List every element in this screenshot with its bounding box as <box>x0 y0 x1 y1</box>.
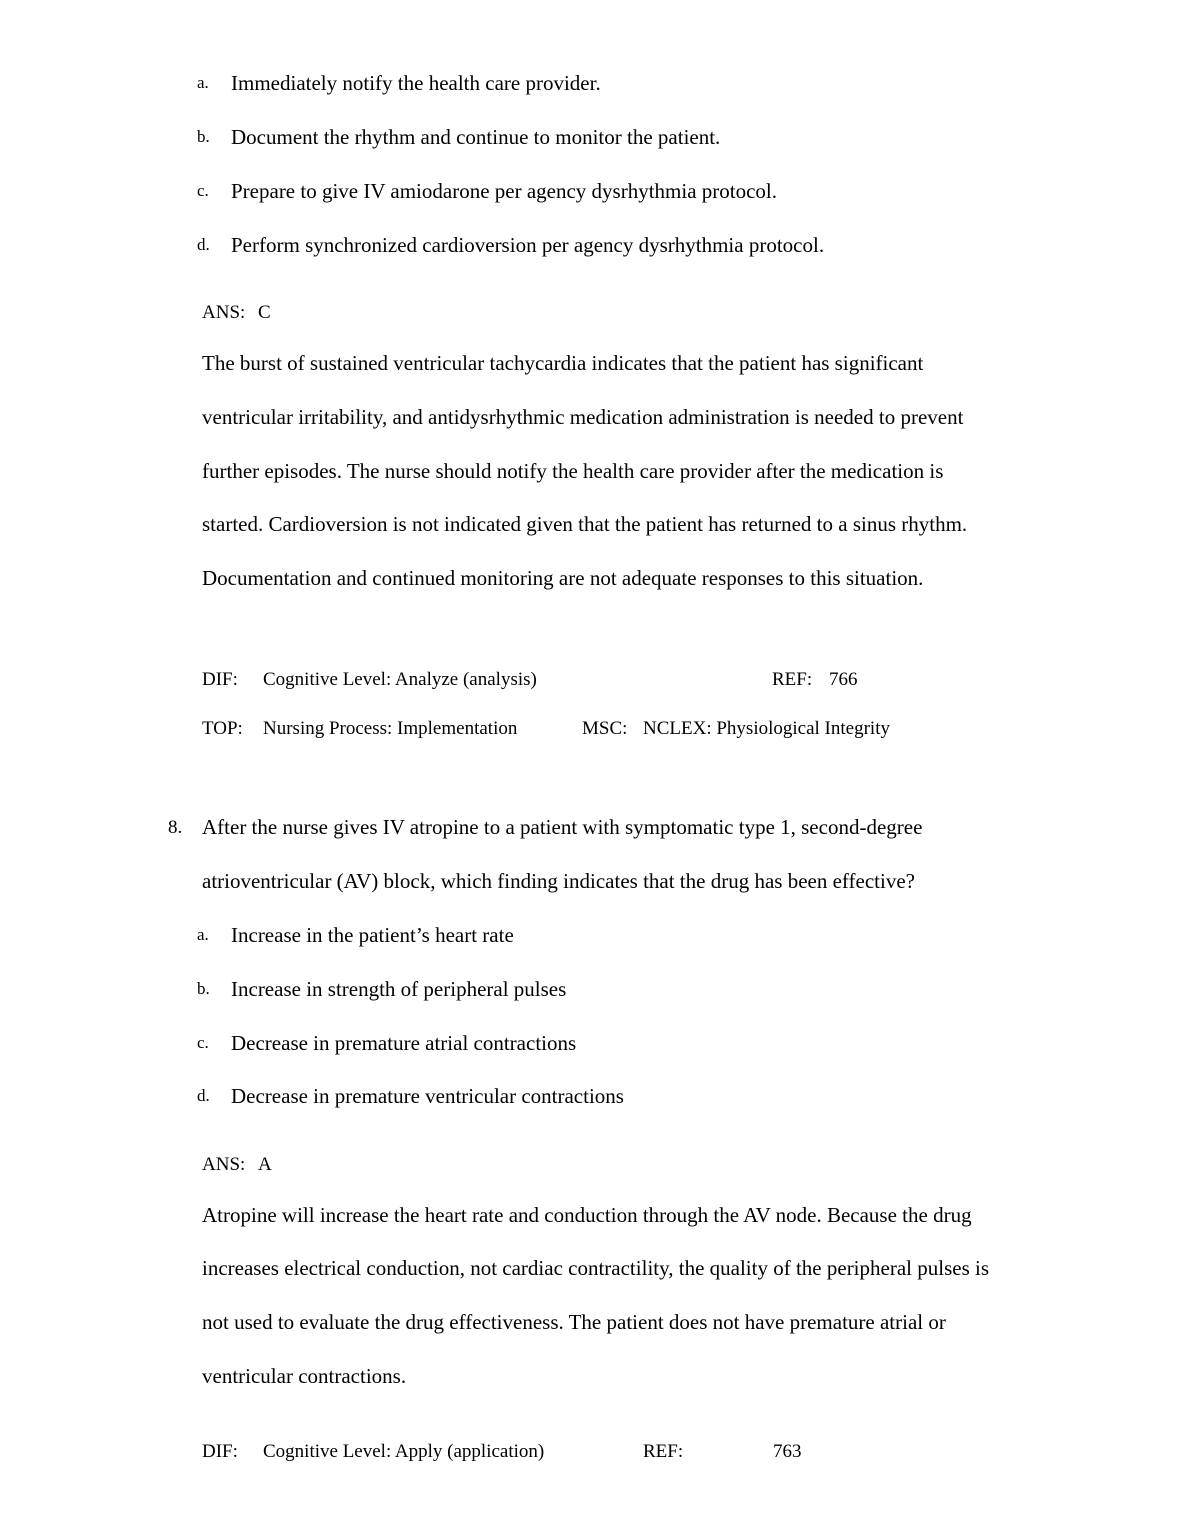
option-letter: a. <box>197 925 209 944</box>
rationale-line: Atropine will increase the heart rate and conduction through the AV node. Because the drug <box>202 1203 972 1227</box>
option-letter: c. <box>197 181 209 200</box>
rationale-line: further episodes. The nurse should notify the health care provider after the medication is <box>202 459 944 483</box>
option-text: Increase in strength of peripheral pulses <box>231 977 567 1001</box>
ref-label: REF: <box>772 669 813 690</box>
ref-value: 763 <box>773 1441 802 1462</box>
option-text: Prepare to give IV amiodarone per agency dysrhythmia protocol. <box>231 179 778 203</box>
option-letter: b. <box>197 127 210 146</box>
question-stem-line: After the nurse gives IV atropine to a patient with symptomatic type 1, second-degree <box>202 815 923 839</box>
option-letter: c. <box>197 1033 209 1052</box>
option-text: Immediately notify the health care provider. <box>231 71 601 95</box>
option-letter: b. <box>197 979 210 998</box>
msc-label: MSC: <box>582 718 628 739</box>
rationale-line: Documentation and continued monitoring are not adequate responses to this situation. <box>202 566 924 590</box>
option-text: Decrease in premature atrial contractions <box>231 1031 577 1055</box>
answer-value: A <box>258 1154 272 1175</box>
rationale-line: not used to evaluate the drug effectiveness. The patient does not have premature atrial or <box>202 1310 946 1334</box>
answer-label: ANS: <box>202 1154 246 1175</box>
rationale-line: increases electrical conduction, not cardiac contractility, the quality of the peripheral pulses is <box>202 1256 989 1280</box>
dif-label: DIF: <box>202 1441 238 1462</box>
option-text: Increase in the patient’s heart rate <box>231 923 514 947</box>
answer-label: ANS: <box>202 302 246 323</box>
rationale-line: started. Cardioversion is not indicated given that the patient has returned to a sinus rhythm. <box>202 512 968 536</box>
ref-value: 766 <box>829 669 858 690</box>
dif-value: Cognitive Level: Analyze (analysis) <box>263 669 537 690</box>
option-letter: d. <box>197 235 210 254</box>
option-letter: d. <box>197 1086 210 1105</box>
dif-label: DIF: <box>202 669 238 690</box>
dif-value: Cognitive Level: Apply (application) <box>263 1441 545 1462</box>
question-number: 8. <box>168 817 183 838</box>
top-label: TOP: <box>202 718 243 739</box>
answer-value: C <box>258 302 271 323</box>
top-value: Nursing Process: Implementation <box>263 718 518 739</box>
option-text: Perform synchronized cardioversion per agency dysrhythmia protocol. <box>231 233 825 257</box>
question-stem-line: atrioventricular (AV) block, which finding indicates that the drug has been effective? <box>202 869 915 893</box>
option-text: Decrease in premature ventricular contractions <box>231 1084 624 1108</box>
ref-label: REF: <box>643 1441 684 1462</box>
msc-value: NCLEX: Physiological Integrity <box>643 718 890 739</box>
rationale-line: ventricular irritability, and antidysrhythmic medication administration is needed to prevent <box>202 405 964 429</box>
rationale-line: The burst of sustained ventricular tachycardia indicates that the patient has significant <box>202 351 924 375</box>
rationale-line: ventricular contractions. <box>202 1364 407 1388</box>
option-letter: a. <box>197 73 209 92</box>
option-text: Document the rhythm and continue to monitor the patient. <box>231 125 721 149</box>
